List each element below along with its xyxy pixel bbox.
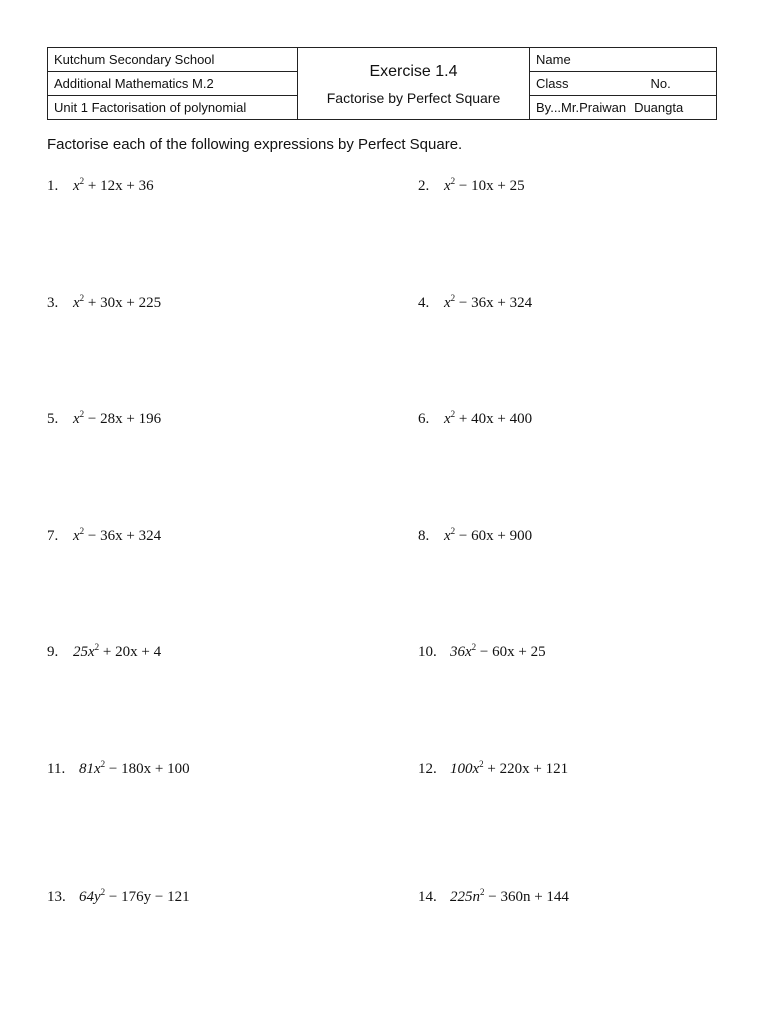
problem-number: 13. bbox=[47, 889, 66, 905]
problem-expression: $x^2 - 28x + 196$ bbox=[73, 409, 162, 427]
school-name: Kutchum Secondary School bbox=[48, 48, 298, 72]
problem-expression: $64y^2 - 176y - 121$ bbox=[79, 887, 190, 905]
problem-expression: $x^2 - 36x + 324$ bbox=[73, 526, 162, 544]
problem-10 bbox=[418, 642, 546, 661]
problem-number: 9. bbox=[47, 644, 59, 660]
problem-number: 5. bbox=[47, 411, 59, 427]
problem-expression: $x^2 - 60x + 900$ bbox=[444, 526, 533, 544]
problem-number: 3. bbox=[47, 295, 59, 311]
problem-7 bbox=[47, 526, 161, 545]
problem-expression: $x^2 - 10x + 25$ bbox=[444, 176, 525, 194]
problem-13 bbox=[47, 887, 190, 906]
problem-expression: $100x^2 + 220x + 121$ bbox=[450, 759, 569, 777]
problem-11 bbox=[47, 759, 190, 778]
unit-name: Unit 1 Factorisation of polynomial bbox=[48, 96, 298, 120]
subject-name: Additional Mathematics M.2 bbox=[48, 72, 298, 96]
name-field: Name bbox=[530, 48, 717, 72]
problem-14 bbox=[418, 887, 569, 906]
problem-number: 14. bbox=[418, 889, 437, 905]
exercise-heading bbox=[298, 48, 530, 120]
worksheet-header bbox=[47, 47, 717, 120]
problem-4 bbox=[418, 293, 532, 312]
problem-number: 4. bbox=[418, 295, 430, 311]
exercise-subtitle: Factorise by Perfect Square bbox=[326, 90, 501, 106]
problem-number: 10. bbox=[418, 644, 437, 660]
problem-12 bbox=[418, 759, 568, 778]
problem-number: 2. bbox=[418, 178, 430, 194]
problem-9 bbox=[47, 642, 161, 661]
exercise-title: Exercise 1.4 bbox=[369, 63, 458, 80]
problem-expression: $25x^2 + 20x + 4$ bbox=[73, 642, 162, 660]
problem-number: 12. bbox=[418, 761, 437, 777]
problem-5 bbox=[47, 409, 161, 428]
problem-2 bbox=[418, 176, 525, 195]
problem-8 bbox=[418, 526, 532, 545]
number-label: No. bbox=[650, 76, 671, 91]
problem-1 bbox=[47, 176, 154, 195]
problem-number: 7. bbox=[47, 528, 59, 544]
author-surname: Duangta bbox=[634, 100, 684, 115]
problem-6 bbox=[418, 409, 532, 428]
problem-expression: $x^2 + 30x + 225$ bbox=[73, 293, 162, 311]
class-label: Class bbox=[536, 76, 569, 91]
author-field bbox=[530, 96, 717, 120]
problem-3 bbox=[47, 293, 161, 312]
problem-expression: $x^2 + 40x + 400$ bbox=[444, 409, 533, 427]
instructions: Factorise each of the following expressions by Perfect Square. bbox=[47, 136, 463, 153]
problem-expression: $225n^2 - 360n + 144$ bbox=[450, 887, 569, 905]
problem-number: 8. bbox=[418, 528, 430, 544]
problem-number: 11. bbox=[47, 761, 66, 777]
problem-expression: $36x^2 - 60x + 25$ bbox=[450, 642, 546, 660]
class-field bbox=[530, 72, 717, 96]
author-label: By...Mr.Praiwan bbox=[536, 100, 627, 115]
problem-expression: $x^2 + 12x + 36$ bbox=[73, 176, 154, 194]
problem-expression: $81x^2 - 180x + 100$ bbox=[79, 759, 190, 777]
problem-expression: $x^2 - 36x + 324$ bbox=[444, 293, 533, 311]
problem-number: 6. bbox=[418, 411, 430, 427]
problem-number: 1. bbox=[47, 178, 59, 194]
